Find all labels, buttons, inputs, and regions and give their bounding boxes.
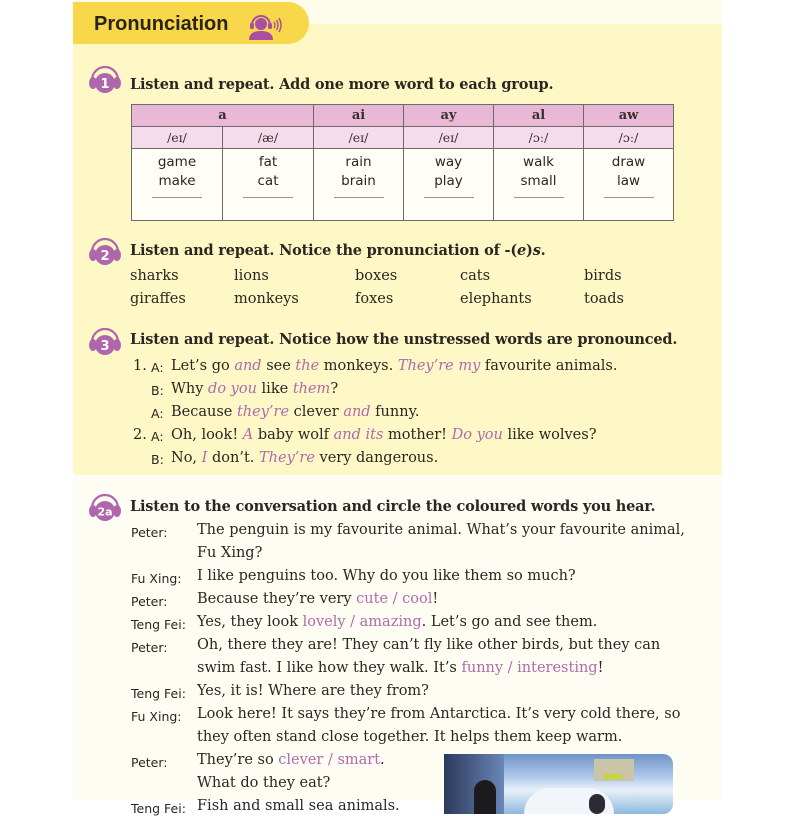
ipa-cell: /æ/ xyxy=(223,127,314,149)
dialogue-text: don’t. xyxy=(207,450,259,466)
word: way xyxy=(434,154,463,170)
textbook-page xyxy=(73,0,722,816)
spelling-header-row xyxy=(132,105,674,127)
dialogue-text: monkeys. xyxy=(319,358,398,374)
conversation-text: . Let’s go and see them. xyxy=(421,614,598,630)
speaker-label: B: xyxy=(151,383,164,398)
plural-word: giraffes xyxy=(130,291,186,307)
svg-text:3: 3 xyxy=(100,339,110,354)
penguin-aquarium-photo xyxy=(444,754,673,814)
conversation-text: Fu Xing? xyxy=(197,545,263,561)
instruction-paren: ) xyxy=(526,242,533,259)
conversation-speaker: Fu Xing: xyxy=(131,709,182,724)
word: law xyxy=(616,173,641,189)
dialogue-text: ? xyxy=(330,381,339,397)
conversation-line xyxy=(197,752,385,768)
conversation-speaker: Teng Fei: xyxy=(131,801,186,816)
section-title-tab xyxy=(73,2,309,44)
conversation-text: swim fast. I like how they walk. It’s xyxy=(197,660,462,676)
headphones-number-icon xyxy=(88,492,122,522)
plural-word: lions xyxy=(234,268,269,284)
plural-word: birds xyxy=(584,268,622,284)
ipa-cell: /ɔː/ xyxy=(494,127,584,149)
word: cat xyxy=(257,173,279,189)
conversation-text: They’re so xyxy=(197,752,279,768)
word-choice-option[interactable]: lovely / amazing xyxy=(302,614,422,630)
dialogue-text: Why xyxy=(171,381,209,397)
dialogue-text: Let’s go xyxy=(171,358,235,374)
exercise-1-instruction: Listen and repeat. Add one more word to each group. xyxy=(130,76,554,93)
plural-word: elephants xyxy=(460,291,532,307)
ipa-cell: /eɪ/ xyxy=(132,127,223,149)
speaker-label: A: xyxy=(151,406,164,421)
ipa-cell: /eɪ/ xyxy=(314,127,404,149)
group-header: ai xyxy=(314,105,404,127)
dialogue-line xyxy=(171,358,617,374)
conversation-speaker: Peter: xyxy=(131,640,168,655)
dialogue-line xyxy=(171,427,596,443)
exercise-2a-instruction: Listen to the conversation and circle the coloured words you hear. xyxy=(130,498,656,515)
svg-text:2: 2 xyxy=(100,249,110,264)
dialogue-text: Because xyxy=(171,404,237,420)
unstressed-word: and its xyxy=(333,427,384,443)
conversation-text: Fish and small sea animals. xyxy=(197,798,400,814)
ipa-row xyxy=(132,127,674,149)
conversation-line xyxy=(197,637,660,653)
ipa-cell: /ɔː/ xyxy=(584,127,674,149)
unstressed-word: They’re xyxy=(259,450,315,466)
unstressed-word: Do you xyxy=(451,427,503,443)
exercise-2-instruction xyxy=(130,242,546,259)
word-cell xyxy=(132,149,223,221)
pronunciation-table xyxy=(131,104,674,221)
instruction-text: Listen and repeat. Notice the pronunciation of -( xyxy=(130,242,517,259)
answer-blank[interactable] xyxy=(334,197,384,198)
conversation-text: The penguin is my favourite animal. What’s your favourite animal, xyxy=(197,522,685,538)
unstressed-word: do you xyxy=(208,381,257,397)
dialogue-line xyxy=(171,381,338,397)
conversation-line xyxy=(197,660,603,676)
conversation-text: . xyxy=(380,752,385,768)
dialogue-text: funny. xyxy=(370,404,420,420)
conversation-line xyxy=(197,683,429,699)
conversation-line xyxy=(197,775,330,791)
answer-blank[interactable] xyxy=(604,197,654,198)
conversation-line xyxy=(197,545,262,561)
answer-blank[interactable] xyxy=(424,197,474,198)
dialogue-text: very dangerous. xyxy=(314,450,439,466)
plural-word: sharks xyxy=(130,268,179,284)
dialogue-text: like xyxy=(256,381,293,397)
conversation-line xyxy=(197,706,680,722)
photo-penguin xyxy=(589,794,605,814)
ipa-cell: /eɪ/ xyxy=(404,127,494,149)
conversation-line xyxy=(197,591,438,607)
speaker-label: A: xyxy=(151,360,164,375)
conversation-line xyxy=(197,729,622,745)
dialogue-text: baby wolf xyxy=(253,427,334,443)
conversation-text: they often stand close together. It helps them keep warm. xyxy=(197,729,623,745)
answer-blank[interactable] xyxy=(243,197,293,198)
dialogue-text: like wolves? xyxy=(502,427,597,443)
word: brain xyxy=(341,173,376,189)
word: rain xyxy=(345,154,372,170)
conversation-speaker: Teng Fei: xyxy=(131,617,186,632)
plural-word: boxes xyxy=(355,268,398,284)
dialogue-text: see xyxy=(261,358,296,374)
dialogue-text: favourite animals. xyxy=(480,358,618,374)
conversation-text: Oh, there they are! They can’t fly like other birds, but they can xyxy=(197,637,661,653)
svg-text:2a: 2a xyxy=(97,505,113,519)
headphones-number-icon xyxy=(88,64,122,94)
instruction-e: e xyxy=(516,242,527,259)
word-choice-option[interactable]: cute / cool xyxy=(356,591,433,607)
unstressed-word: they’re xyxy=(236,404,290,420)
group-header: aw xyxy=(584,105,674,127)
dialogue-number: 1. xyxy=(133,358,147,374)
conversation-speaker: Peter: xyxy=(131,525,168,540)
conversation-text: I like penguins too. Why do you like them so much? xyxy=(197,568,576,584)
unstressed-word: the xyxy=(295,358,320,374)
conversation-text: Because they’re very xyxy=(197,591,357,607)
conversation-line xyxy=(197,614,597,630)
exercise-3-instruction: Listen and repeat. Notice how the unstressed words are pronounced. xyxy=(130,331,678,348)
dialogue-number: 2. xyxy=(133,427,147,443)
word: small xyxy=(520,173,557,189)
word-choice-option[interactable]: clever / smart xyxy=(278,752,381,768)
conversation-text: ! xyxy=(432,591,439,607)
conversation-text: Yes, it is! Where are they from? xyxy=(197,683,429,699)
word-cell xyxy=(314,149,404,221)
dialogue-line xyxy=(171,450,438,466)
exercise-1-badge[interactable] xyxy=(88,64,122,94)
conversation-line xyxy=(197,568,576,584)
conversation-speaker: Teng Fei: xyxy=(131,686,186,701)
conversation-line xyxy=(197,522,685,538)
plural-word: monkeys xyxy=(234,291,299,307)
word: make xyxy=(158,173,196,189)
word: walk xyxy=(523,154,554,170)
dialogue-text: clever xyxy=(289,404,344,420)
photo-visitor xyxy=(474,780,496,814)
unstressed-word: A xyxy=(242,427,254,443)
answer-blank[interactable] xyxy=(152,197,202,198)
svg-text:1: 1 xyxy=(100,77,110,92)
plural-word: foxes xyxy=(355,291,394,307)
dialogue-text: mother! xyxy=(383,427,452,443)
photo-sign xyxy=(604,774,622,779)
dialogue-line xyxy=(171,404,419,420)
exercise-2-badge[interactable] xyxy=(88,236,122,266)
unstressed-word: and xyxy=(234,358,262,374)
unstressed-word: I xyxy=(201,450,208,466)
plural-word: cats xyxy=(460,268,491,284)
word: draw xyxy=(611,154,646,170)
word: play xyxy=(434,173,463,189)
headphones-number-icon xyxy=(88,326,122,356)
speaker-label: B: xyxy=(151,452,164,467)
conversation-text: Yes, they look xyxy=(197,614,303,630)
unstressed-word: them xyxy=(292,381,331,397)
headset-listener-icon xyxy=(246,11,282,41)
unstressed-word: They’re my xyxy=(397,358,481,374)
conversation-speaker: Peter: xyxy=(131,755,168,770)
word-choice-option[interactable]: funny / interesting xyxy=(461,660,598,676)
exercise-3-badge[interactable] xyxy=(88,326,122,356)
words-row xyxy=(132,149,674,221)
word: fat xyxy=(258,154,278,170)
group-header: al xyxy=(494,105,584,127)
instruction-period: . xyxy=(540,242,546,259)
word-cell xyxy=(584,149,674,221)
headphones-number-icon xyxy=(88,236,122,266)
word-cell xyxy=(223,149,314,221)
dialogue-text: Oh, look! xyxy=(171,427,243,443)
conversation-text: What do they eat? xyxy=(197,775,331,791)
word-cell xyxy=(494,149,584,221)
group-header: ay xyxy=(404,105,494,127)
conversation-speaker: Fu Xing: xyxy=(131,571,182,586)
conversation-text: ! xyxy=(597,660,604,676)
speaker-label: A: xyxy=(151,429,164,444)
word-cell xyxy=(404,149,494,221)
plural-word: toads xyxy=(584,291,624,307)
unstressed-word: and xyxy=(343,404,371,420)
instruction-s: s xyxy=(532,242,541,259)
group-header: a xyxy=(132,105,314,127)
section-title: Pronunciation xyxy=(94,13,229,35)
conversation-line xyxy=(197,798,400,814)
word: game xyxy=(157,154,197,170)
exercise-2a-badge[interactable] xyxy=(88,492,122,522)
conversation-text: Look here! It says they’re from Antarctica. It’s very cold there, so xyxy=(197,706,681,722)
answer-blank[interactable] xyxy=(514,197,564,198)
dialogue-text: No, xyxy=(171,450,202,466)
conversation-speaker: Peter: xyxy=(131,594,168,609)
